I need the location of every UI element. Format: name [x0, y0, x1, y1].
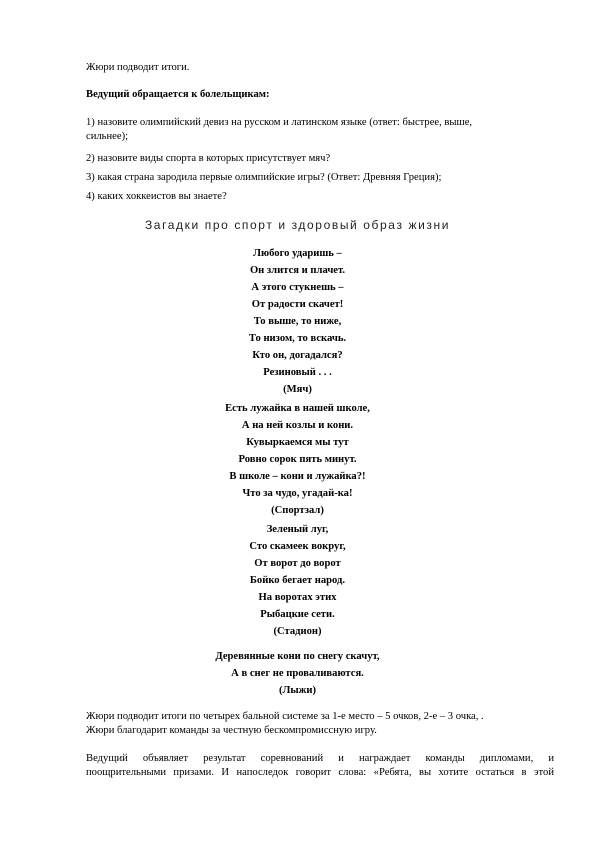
riddle-answer: (Спортзал): [271, 505, 324, 516]
host-to-fans-heading: Ведущий обращается к болельщикам:: [86, 89, 270, 100]
riddle-line: А на ней козлы и кони.: [241, 420, 354, 431]
host-results-line-1: Ведущий объявляет результат соревнований и награждает команды дипломами, и: [86, 753, 554, 764]
riddle-line: Кто он, догадался?: [252, 350, 343, 361]
riddle-line: Деревянные кони по снегу скачут,: [215, 651, 380, 662]
riddle-1: [0, 245, 595, 398]
riddle-line: Сто скамеек вокруг,: [249, 541, 346, 552]
jury-thanks-text: Жюри благодарит команды за честную бескомпромиссную игру.: [86, 725, 377, 736]
riddle-line: Что за чудо, угадай-ка!: [242, 488, 353, 499]
riddle-answer: (Стадион): [273, 626, 322, 637]
riddle-line: Любого ударишь –: [253, 248, 342, 259]
riddle-line: Зеленый луг,: [266, 524, 329, 535]
riddle-line: Ровно сорок пять минут.: [238, 454, 357, 465]
host-results-line-2: поощрительными призами. И напоследок говорит слова: «Ребята, вы хотите остаться в этой: [86, 767, 554, 778]
section-title: Загадки про спорт и здоровый образ жизни: [144, 218, 451, 232]
riddle-line: В школе – кони и лужайка?!: [229, 471, 366, 482]
riddle-line: То выше, то ниже,: [253, 316, 342, 327]
riddle-line: От ворот до ворот: [254, 558, 341, 569]
riddle-4: [0, 648, 595, 699]
question-3: 3) какая страна зародила первые олимпийские игры? (Ответ: Древняя Греция);: [86, 172, 442, 183]
riddle-answer: (Мяч): [283, 384, 312, 395]
riddle-line: Он злится и плачет.: [249, 265, 346, 276]
riddle-2: [0, 400, 595, 519]
riddle-line: Резиновый . . .: [263, 367, 332, 378]
riddle-line: Кувыркаемся мы тут: [246, 437, 349, 448]
riddle-line: То низом, то вскачь.: [248, 333, 347, 344]
question-4: 4) каких хоккеистов вы знаете?: [86, 191, 227, 202]
riddle-answer: (Лыжи): [278, 685, 316, 696]
riddle-line: Бойко бегает народ.: [249, 575, 346, 586]
riddle-line: А этого стукнешь –: [251, 282, 344, 293]
riddle-line: Есть лужайка в нашей школе,: [225, 403, 370, 414]
question-2: 2) назовите виды спорта в которых присутствует мяч?: [86, 153, 331, 164]
jury-points-text: Жюри подводит итоги по четырех бальной системе за 1-е место – 5 очков, 2-е – 3 очка, .: [86, 711, 484, 722]
riddle-line: На воротах этих: [258, 592, 337, 603]
riddle-line: От радости скачет!: [251, 299, 344, 310]
question-1: 1) назовите олимпийский девиз на русском и латинском языке (ответ: быстрее, выше, сильнее);: [86, 117, 473, 142]
jury-summary-text: Жюри подводит итоги.: [86, 62, 190, 73]
riddle-line: А в снег не проваливаются.: [231, 668, 364, 679]
riddle-line: Рыбацкие сети.: [260, 609, 335, 620]
riddle-3: [0, 521, 595, 640]
